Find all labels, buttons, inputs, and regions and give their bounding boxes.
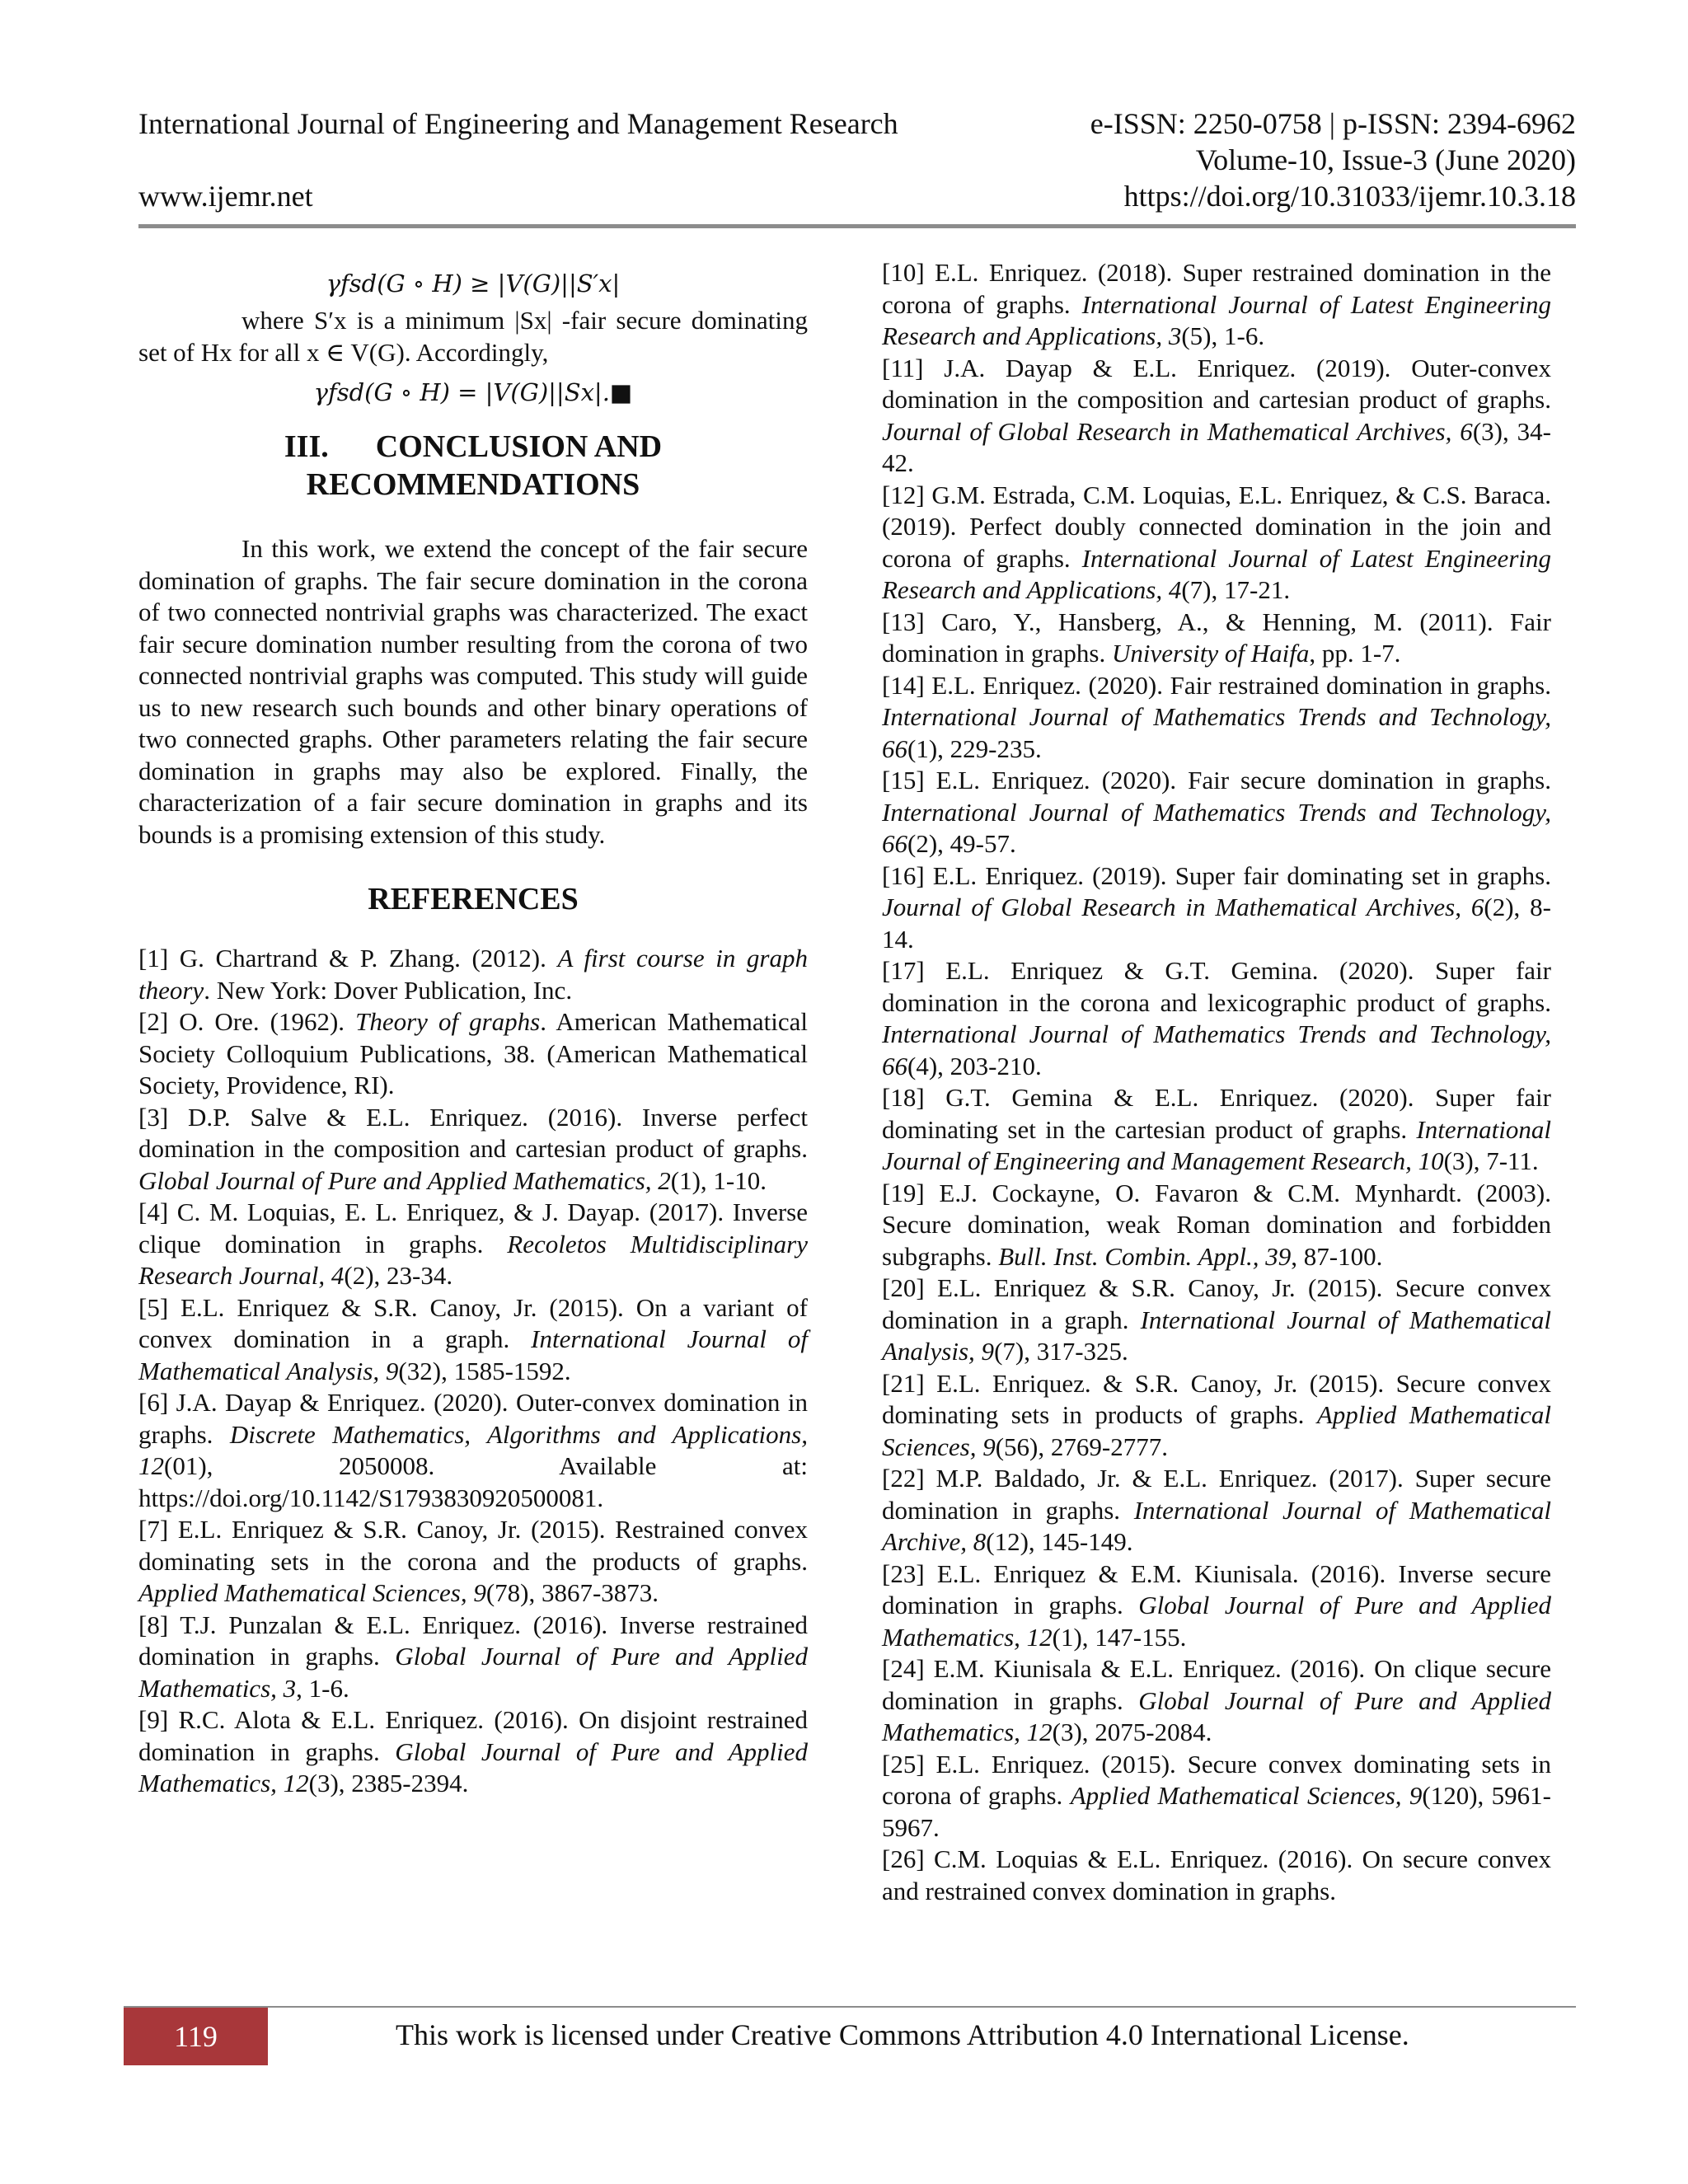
reference-source: Applied Mathematical Sciences, 9 xyxy=(882,1400,1551,1461)
reference-text: [5] E.L. Enriquez & S.R. Canoy, Jr. (2015). On a variant of convex domination in a graph. xyxy=(138,1292,808,1353)
equation-equality: γfsd(G ∘ H) = |V(G)||Sx|.■ xyxy=(313,378,633,406)
reference-source: Recoletos Multidisciplinary Research Journal, 4 xyxy=(138,1229,808,1290)
reference-entry xyxy=(138,943,808,1006)
left-column xyxy=(138,265,808,1800)
reference-text: [13] Caro, Y., Hansberg, A., & Henning, M. (2011). Fair domination in graphs. xyxy=(882,607,1551,668)
reference-text: (78), 3867-3873. xyxy=(485,1578,659,1607)
reference-text: [11] J.A. Dayap & E.L. Enriquez. (2019). Outer-convex domination in the composition and cartesian product of graphs. xyxy=(882,353,1551,414)
reference-source: International Journal of Mathematical Analysis, 9 xyxy=(882,1305,1551,1366)
reference-text: (56), 2769-2777. xyxy=(995,1432,1168,1461)
section-heading xyxy=(138,428,808,504)
reference-text: (3), 7-11. xyxy=(1443,1146,1539,1175)
reference-text: (1), 1-10. xyxy=(670,1165,767,1195)
references-heading: REFERENCES xyxy=(368,882,579,916)
reference-text: (7), 317-325. xyxy=(994,1337,1128,1366)
reference-source: Discrete Mathematics, Algorithms and Applications, 12 xyxy=(138,1419,808,1480)
reference-entry xyxy=(882,1558,1551,1654)
reference-text: [26] C.M. Loquias & E.L. Enriquez. (2016). On secure convex and restrained convex domination in graphs. xyxy=(882,1844,1551,1905)
reference-source: Theory of graphs xyxy=(355,1007,541,1036)
reference-source: International Journal of Mathematical Archive, 8 xyxy=(882,1495,1551,1556)
reference-text: (2), 49-57. xyxy=(907,829,1016,858)
reference-entry xyxy=(138,1102,808,1197)
conclusion-paragraph: In this work, we extend the concept of the fair secure domination of graphs. The fair secure domination in the corona of two connected nontrivial graphs was characterized. The exact fair secure domination number resulting from the corona of two connected nontrivial graphs was computed. This study will guide us to new research such bounds and other binary operations of two connected graphs. Other parameters relating the fair secure domination in graphs may also be explored. Finally, the characterization of a fair secure domination in graphs and its bounds is a promising extension of this study. xyxy=(138,534,808,849)
reference-text: [7] E.L. Enriquez & S.R. Canoy, Jr. (2015). Restrained convex dominating sets in the corona and the products of graphs. xyxy=(138,1515,808,1576)
reference-source: International Journal of Latest Engineering Research and Applications, 3 xyxy=(882,289,1551,350)
reference-source: Applied Mathematical Sciences, 9 xyxy=(138,1578,486,1607)
reference-entry xyxy=(882,1749,1551,1844)
reference-text: (4), 203-210. xyxy=(907,1051,1042,1080)
reference-entry xyxy=(882,1463,1551,1558)
reference-text: (3), 2385-2394. xyxy=(308,1769,469,1797)
reference-text: [6] J.A. Dayap & Enriquez. (2020). Outer-convex domination in graphs. xyxy=(138,1388,808,1449)
footer-rule xyxy=(124,2006,1576,2008)
reference-text: . New York: Dover Publication, Inc. xyxy=(204,975,573,1005)
reference-text: [8] T.J. Punzalan & E.L. Enriquez. (2016). Inverse restrained domination in graphs. xyxy=(138,1610,808,1671)
doi-link[interactable]: https://doi.org/10.31033/ijemr.10.3.18 xyxy=(1123,180,1576,213)
license-notice: This work is licensed under Creative Commons Attribution 4.0 International License. xyxy=(396,2018,1409,2051)
right-column xyxy=(882,257,1551,1907)
reference-text: (120), 5961-5967. xyxy=(882,1781,1551,1842)
reference-text: [2] O. Ore. (1962). xyxy=(138,1007,356,1036)
reference-entry xyxy=(138,1610,808,1705)
reference-text: , pp. 1-7. xyxy=(1309,639,1401,668)
website-link[interactable]: www.ijemr.net xyxy=(138,180,313,213)
reference-text: [23] E.L. Enriquez & E.M. Kiunisala. (2016). Inverse secure domination in graphs. xyxy=(882,1558,1551,1619)
reference-entry xyxy=(882,1272,1551,1368)
reference-text: [3] D.P. Salve & E.L. Enriquez. (2016). Inverse perfect domination in the composition and cartesian product of graphs. xyxy=(138,1102,808,1163)
reference-text: (3), 34-42. xyxy=(882,416,1551,477)
reference-text: [25] E.L. Enriquez. (2015). Secure convex dominating sets in corona of graphs. xyxy=(882,1749,1551,1810)
reference-text: (3), 2075-2084. xyxy=(1052,1718,1212,1746)
reference-text: [20] E.L. Enriquez & S.R. Canoy, Jr. (2015). Secure convex domination in a graph. xyxy=(882,1273,1551,1334)
section-heading-line1: III. CONCLUSION AND xyxy=(284,429,663,464)
reference-entry xyxy=(138,1197,808,1292)
reference-entry xyxy=(882,1082,1551,1178)
reference-entry xyxy=(882,860,1551,956)
reference-entry xyxy=(882,480,1551,607)
reference-entry xyxy=(882,1844,1551,1907)
reference-list-right xyxy=(882,257,1551,1907)
header-rule xyxy=(138,224,1576,228)
reference-text: (2), 8-14. xyxy=(882,893,1551,954)
reference-source: University of Haifa xyxy=(1111,639,1310,668)
reference-entry xyxy=(882,955,1551,1082)
reference-text: [4] C. M. Loquias, E. L. Enriquez, & J. Dayap. (2017). Inverse clique domination in graphs. xyxy=(138,1197,808,1258)
reference-source: International Journal of Mathematics Trends and Technology, 66 xyxy=(882,702,1551,763)
reference-entry xyxy=(882,1653,1551,1749)
reference-source: International Journal of Mathematics Trends and Technology, 66 xyxy=(882,797,1551,858)
equation-lower-bound: γfsd(G ∘ H) ≥ |V(G)||S′x| xyxy=(326,269,621,298)
reference-text: (2), 23-34. xyxy=(344,1261,453,1290)
reference-entry xyxy=(882,257,1551,353)
section-heading-line2: RECOMMENDATIONS xyxy=(306,467,640,502)
issn: e-ISSN: 2250-0758 | p-ISSN: 2394-6962 xyxy=(1090,107,1576,140)
where-paragraph: where S′x is a minimum |Sx| -fair secure dominating set of Hx for all x ∈ V(G). Accordingly, xyxy=(138,306,808,367)
journal-title: International Journal of Engineering and Management Research xyxy=(138,107,898,140)
reference-source: International Journal of Engineering and Management Research, 10 xyxy=(882,1114,1551,1175)
reference-source: Global Journal of Pure and Applied Mathematics, 2 xyxy=(138,1165,671,1195)
reference-text: (32), 1585-1592. xyxy=(398,1356,571,1385)
reference-entry xyxy=(882,1178,1551,1273)
reference-text: [19] E.J. Cockayne, O. Favaron & C.M. Mynhardt. (2003). Secure domination, weak Roman domination and forbidden subgraphs. xyxy=(882,1178,1551,1271)
reference-source: International Journal of Mathematics Trends and Technology, 66 xyxy=(882,1019,1551,1080)
reference-source: Global Journal of Pure and Applied Mathematics, 12 xyxy=(138,1736,808,1797)
reference-text: [9] R.C. Alota & E.L. Enriquez. (2016). On disjoint restrained domination in graphs. xyxy=(138,1705,808,1766)
reference-text: . American Mathematical Society Colloquium Publications, 38. (American Mathematical Society, Providence, RI). xyxy=(138,1007,808,1099)
reference-source: Journal of Global Research in Mathematical Archives, 6 xyxy=(882,893,1484,921)
reference-source: A first course in graph theory xyxy=(138,944,808,1005)
reference-text: , 87-100. xyxy=(1291,1241,1383,1271)
volume-issue: Volume-10, Issue-3 (June 2020) xyxy=(1195,143,1576,176)
reference-source: Global Journal of Pure and Applied Mathematics, 12 xyxy=(882,1685,1551,1746)
reference-entry xyxy=(882,670,1551,766)
reference-entry xyxy=(882,765,1551,860)
reference-source: Applied Mathematical Sciences, 9 xyxy=(1070,1781,1423,1810)
reference-text: [24] E.M. Kiunisala & E.L. Enriquez. (2016). On clique secure domination in graphs. xyxy=(882,1654,1551,1715)
reference-text: [22] M.P. Baldado, Jr. & E.L. Enriquez. (2017). Super secure domination in graphs. xyxy=(882,1464,1551,1525)
reference-list-left xyxy=(138,943,808,1800)
reference-text: [16] E.L. Enriquez. (2019). Super fair dominating set in graphs. xyxy=(882,860,1551,890)
reference-text: [14] E.L. Enriquez. (2020). Fair restrained domination in graphs. xyxy=(882,670,1551,700)
reference-text: [10] E.L. Enriquez. (2018). Super restrained domination in the corona of graphs. xyxy=(882,258,1551,319)
reference-source: International Journal of Mathematical Analysis, 9 xyxy=(138,1324,808,1385)
reference-source: Journal of Global Research in Mathematical Archives, 6 xyxy=(882,416,1473,446)
reference-text: [18] G.T. Gemina & E.L. Enriquez. (2020). Super fair dominating set in the cartesian product of graphs. xyxy=(882,1083,1551,1144)
reference-source: International Journal of Latest Engineering Research and Applications, 4 xyxy=(882,543,1551,604)
reference-text: , 1-6. xyxy=(296,1673,349,1703)
reference-source: Global Journal of Pure and Applied Mathematics, 3 xyxy=(138,1642,808,1703)
reference-entry xyxy=(138,1514,808,1610)
reference-entry xyxy=(138,1704,808,1800)
reference-text: (12), 145-149. xyxy=(986,1527,1133,1556)
reference-text: (5), 1-6. xyxy=(1181,321,1265,350)
reference-entry xyxy=(882,607,1551,670)
reference-text: [1] G. Chartrand & P. Zhang. (2012). xyxy=(138,944,558,972)
reference-text: [17] E.L. Enriquez & G.T. Gemina. (2020). Super fair domination in the corona and lexicographic product of graphs. xyxy=(882,956,1551,1017)
reference-entry xyxy=(138,1006,808,1102)
reference-text: [15] E.L. Enriquez. (2020). Fair secure domination in graphs. xyxy=(882,766,1551,794)
reference-entry xyxy=(882,353,1551,480)
reference-text: (01), 2050008. Available at: https://doi.org/10.1142/S1793830920500081. xyxy=(138,1451,808,1512)
reference-entry xyxy=(138,1292,808,1388)
reference-source: Global Journal of Pure and Applied Mathematics, 12 xyxy=(882,1591,1551,1652)
reference-entry xyxy=(138,1387,808,1514)
reference-entry xyxy=(882,1368,1551,1464)
reference-text: (1), 147-155. xyxy=(1052,1622,1187,1652)
reference-text: [12] G.M. Estrada, C.M. Loquias, E.L. Enriquez, & C.S. Baraca. (2019). Perfect doubly connected domination in the join and corona of graphs. xyxy=(882,480,1551,573)
page-number: 119 xyxy=(124,2008,268,2065)
reference-text: (7), 17-21. xyxy=(1181,575,1291,604)
reference-text: [21] E.L. Enriquez. & S.R. Canoy, Jr. (2015). Secure convex dominating sets in products of graphs. xyxy=(882,1368,1551,1429)
reference-text: (1), 229-235. xyxy=(907,733,1042,763)
reference-source: Bull. Inst. Combin. Appl., 39 xyxy=(998,1241,1292,1271)
